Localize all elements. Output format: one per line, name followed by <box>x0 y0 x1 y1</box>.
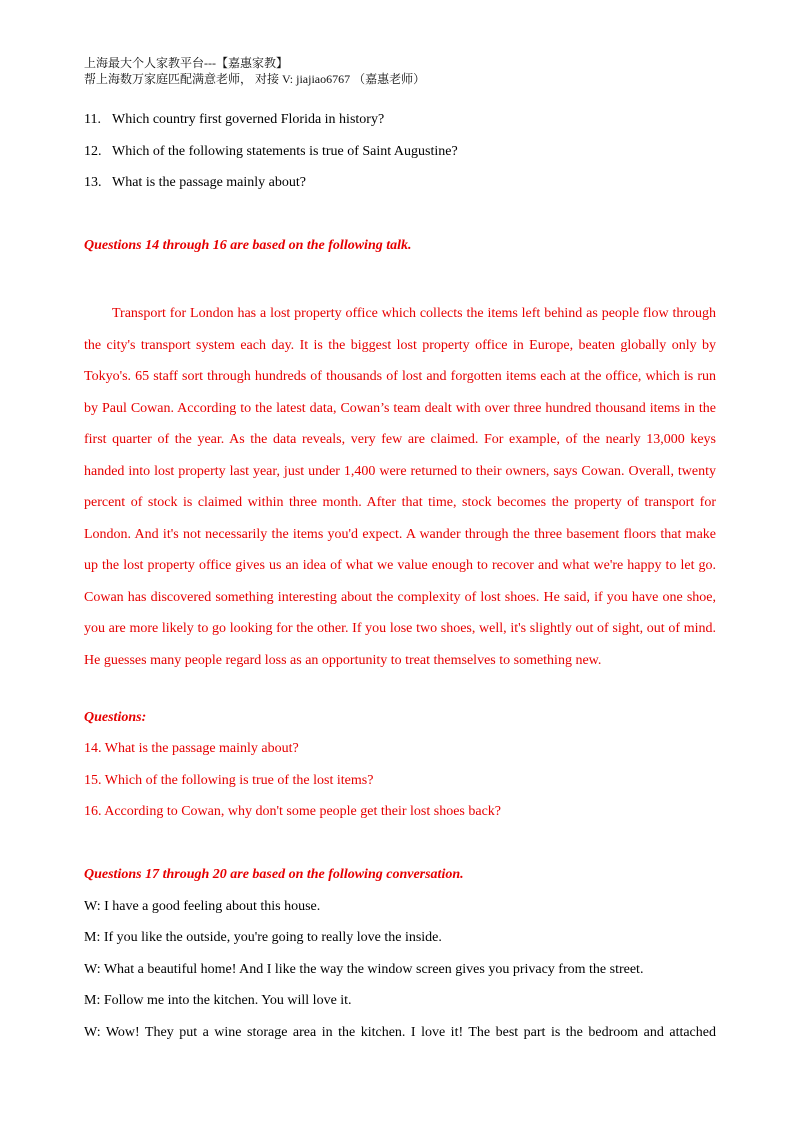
question-13 <box>84 174 306 192</box>
section-heading-talk: Questions 14 through 16 are based on the following talk. <box>84 238 412 253</box>
question-text: Which of the following statements is true of Saint Augustine? <box>112 144 458 159</box>
conversation-line: W: What a beautiful home! And I like the way the window screen gives you privacy from the street. <box>84 962 644 977</box>
conversation-line: W: Wow! They put a wine storage area in the kitchen. I love it! The best part is the bedroom and attached <box>84 1025 716 1040</box>
question-15: 15. Which of the following is true of the lost items? <box>84 773 374 788</box>
question-text: What is the passage mainly about? <box>112 175 306 190</box>
question-number: 12. <box>84 144 102 159</box>
conversation-line: M: Follow me into the kitchen. You will love it. <box>84 993 352 1008</box>
conversation-line: M: If you like the outside, you're going to really love the inside. <box>84 930 442 945</box>
question-16: 16. According to Cowan, why don't some people get their lost shoes back? <box>84 804 501 819</box>
question-number: 13. <box>84 175 102 190</box>
page-header <box>84 55 425 87</box>
question-14: 14. What is the passage mainly about? <box>84 741 299 756</box>
header-line-2: 帮上海数万家庭匹配满意老师， 对接 V: jiajiao6767 （嘉惠老师） <box>84 72 426 86</box>
section-heading-conversation: Questions 17 through 20 are based on the following conversation. <box>84 867 464 882</box>
question-text: Which country first governed Florida in history? <box>112 112 385 127</box>
header-line-1: 上海最大个人家教平台---【嘉惠家教】 <box>84 56 288 70</box>
question-12 <box>84 143 458 161</box>
question-11 <box>84 111 384 129</box>
question-number: 11. <box>84 112 101 127</box>
conversation-line: W: I have a good feeling about this house. <box>84 899 321 914</box>
talk-paragraph: Transport for London has a lost property office which collects the items left behind as people flow through the city's transport system each day. It is the biggest lost property office in Europe, beaten globally only by Tokyo's. 65 staff sort through hundreds of thousands of lost and forgotten items each at the office, which is run by Paul Cowan. According to the latest data, Cowan’s team dealt with over three hundred thousand items in the first quarter of the year. As the data reveals, very few are claimed. For example, of the nearly 13,000 keys handed into lost property last year, just under 1,400 were returned to their owners, says Cowan. Overall, twenty percent of stock is claimed within three month. After that time, stock becomes the property of transport for London. And it's not necessarily the items you'd expect. A wander through the three basement floors that make up the lost property office gives us an idea of what we value enough to recover and what we're happy to let go. Cowan has discovered something interesting about the complexity of lost shoes. He said, if you have one shoe, you are more likely to go looking for the other. If you lose two shoes, well, it's slightly out of sight, out of mind. He guesses many people regard loss as an opportunity to treat themselves to something new. <box>84 306 716 668</box>
questions-heading: Questions: <box>84 710 147 725</box>
